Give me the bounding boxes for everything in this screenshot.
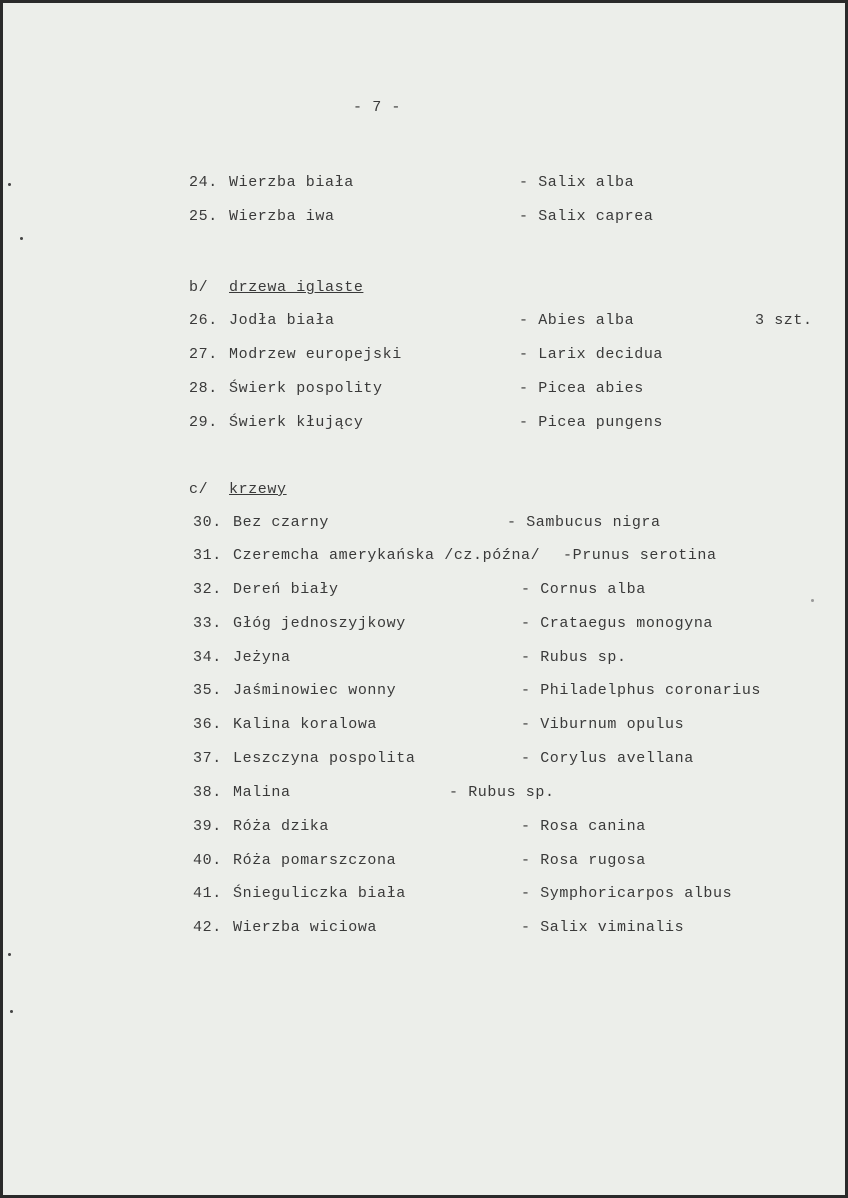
item-polish-name: Świerk pospolity — [229, 380, 383, 397]
item-note: 3 szt. — [755, 312, 813, 329]
page-number: - 7 - — [353, 99, 402, 116]
item-number: 29. — [189, 414, 218, 431]
item-polish-name: Śnieguliczka biała — [233, 885, 406, 902]
item-latin-name: - Corylus avellana — [521, 750, 694, 767]
item-number: 35. — [193, 682, 222, 699]
item-polish-name: Wierzba biała — [229, 174, 354, 191]
item-polish-name: Modrzew europejski — [229, 346, 402, 363]
item-polish-name: Róża pomarszczona — [233, 852, 397, 869]
item-polish-name: Świerk kłujący — [229, 414, 364, 431]
item-number: 40. — [193, 852, 222, 869]
item-latin-name: - Salix alba — [519, 174, 635, 191]
scan-speck — [8, 953, 11, 956]
item-number: 33. — [193, 615, 222, 632]
item-polish-name: Bez czarny — [233, 514, 330, 531]
item-latin-name: - Larix decidua — [519, 346, 664, 363]
section-heading-prefix: c/ — [189, 481, 209, 498]
scan-speck — [811, 599, 814, 602]
item-number: 27. — [189, 346, 218, 363]
item-polish-name: Róża dzika — [233, 818, 330, 835]
item-latin-name: - Rosa rugosa — [521, 852, 646, 869]
item-number: 26. — [189, 312, 218, 329]
document-page — [3, 3, 845, 1195]
item-polish-name: Dereń biały — [233, 581, 339, 598]
item-polish-name: Jaśminowiec wonny — [233, 682, 397, 699]
item-number: 42. — [193, 919, 222, 936]
item-latin-name: - Rubus sp. — [521, 649, 627, 666]
item-latin-name: - Abies alba — [519, 312, 635, 329]
item-latin-name: - Salix caprea — [519, 208, 654, 225]
item-latin-name: - Picea pungens — [519, 414, 664, 431]
scan-speck — [10, 1010, 13, 1013]
item-number: 41. — [193, 885, 222, 902]
item-number: 28. — [189, 380, 218, 397]
item-latin-name: -Prunus serotina — [563, 547, 717, 564]
item-polish-name: Czeremcha amerykańska /cz.późna/ — [233, 547, 541, 564]
item-latin-name: - Crataegus monogyna — [521, 615, 714, 632]
item-polish-name: Wierzba wiciowa — [233, 919, 378, 936]
item-latin-name: - Viburnum opulus — [521, 716, 685, 733]
item-latin-name: - Cornus alba — [521, 581, 646, 598]
item-latin-name: - Sambucus nigra — [507, 514, 661, 531]
scan-speck — [8, 183, 11, 186]
item-number: 34. — [193, 649, 222, 666]
item-latin-name: - Rosa canina — [521, 818, 646, 835]
item-latin-name: - Philadelphus coronarius — [521, 682, 762, 699]
section-heading: krzewy — [229, 481, 287, 498]
item-number: 38. — [193, 784, 222, 801]
item-number: 30. — [193, 514, 222, 531]
item-polish-name: Jodła biała — [229, 312, 335, 329]
item-number: 31. — [193, 547, 222, 564]
item-latin-name: - Rubus sp. — [449, 784, 555, 801]
item-polish-name: Malina — [233, 784, 291, 801]
item-number: 37. — [193, 750, 222, 767]
item-polish-name: Leszczyna pospolita — [233, 750, 416, 767]
item-number: 36. — [193, 716, 222, 733]
scan-speck — [20, 237, 23, 240]
item-latin-name: - Picea abies — [519, 380, 644, 397]
section-heading: drzewa iglaste — [229, 279, 364, 296]
item-polish-name: Wierzba iwa — [229, 208, 335, 225]
item-polish-name: Jeżyna — [233, 649, 291, 666]
item-number: 25. — [189, 208, 218, 225]
item-number: 24. — [189, 174, 218, 191]
item-polish-name: Kalina koralowa — [233, 716, 378, 733]
item-latin-name: - Salix viminalis — [521, 919, 685, 936]
item-polish-name: Głóg jednoszyjkowy — [233, 615, 406, 632]
item-latin-name: - Symphoricarpos albus — [521, 885, 733, 902]
section-heading-prefix: b/ — [189, 279, 209, 296]
item-number: 39. — [193, 818, 222, 835]
item-number: 32. — [193, 581, 222, 598]
